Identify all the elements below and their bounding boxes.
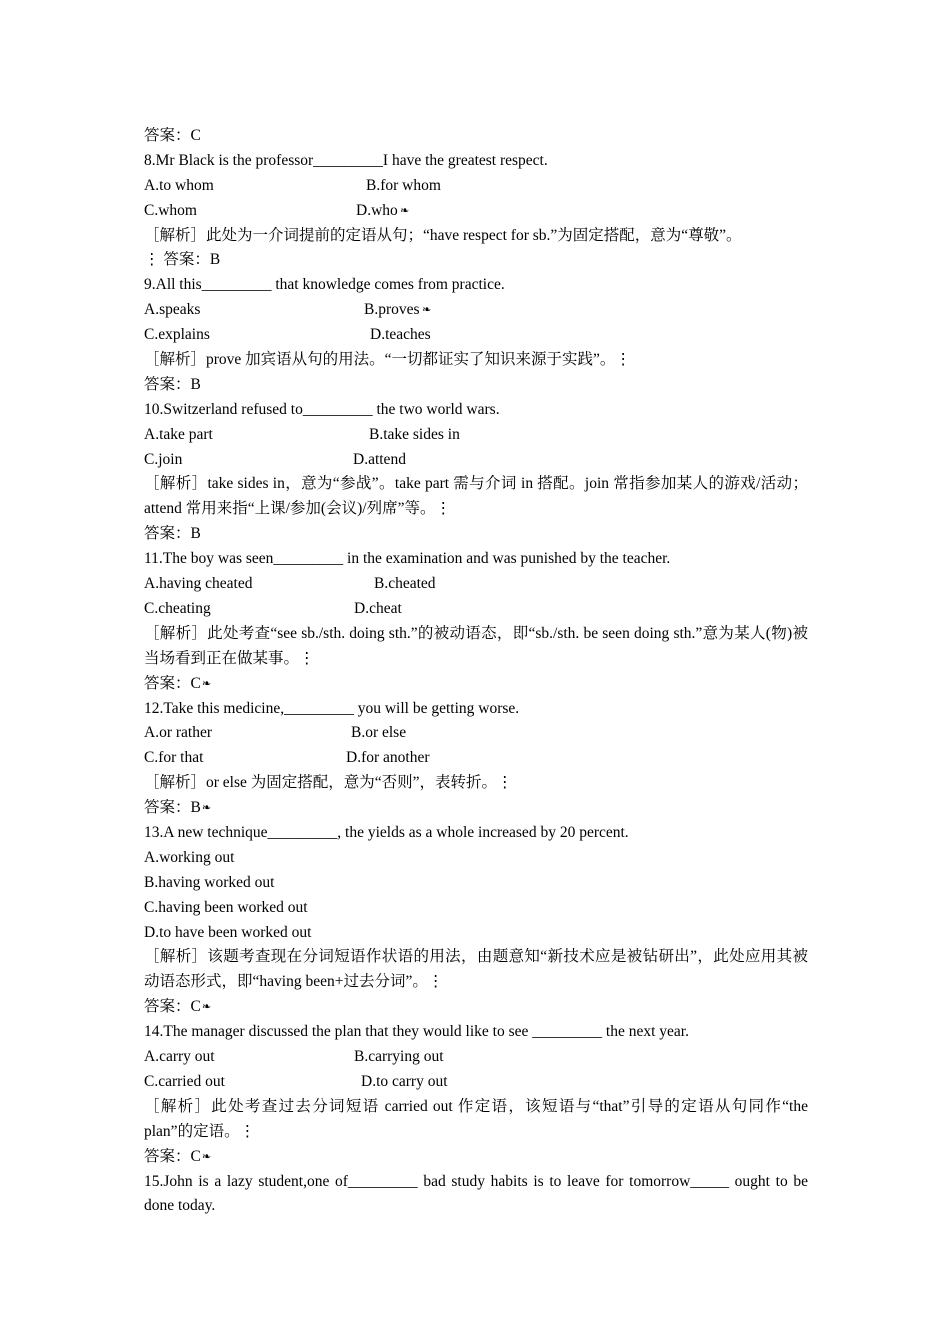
option-left: A.or rather [144, 724, 212, 742]
option-left: C.whom [144, 201, 197, 219]
answer-line [144, 672, 808, 697]
option-row [144, 423, 808, 448]
option-left: A.having cheated [144, 575, 253, 593]
line-text: 15.John is a lazy student,one of_________ bad study habits is to leave for tomorrow_____ ought to be done today. [144, 1172, 808, 1215]
option-row [144, 1045, 808, 1070]
ornament-icon: ❧ [201, 802, 211, 815]
line-text: 答案：B [144, 799, 201, 817]
line-text: ［解析］prove 加宾语从句的用法。“一切都证实了知识来源于实践”。⋮ [144, 351, 631, 369]
answer-line [144, 248, 808, 273]
option-row [144, 174, 808, 199]
option-row [144, 323, 808, 348]
option-right: D.who [356, 201, 398, 219]
line-text: 9.All this_________ that knowledge comes from practice. [144, 276, 505, 294]
line-text: D.to have been worked out [144, 923, 312, 941]
option-row [144, 721, 808, 746]
option-right: B.take sides in [369, 425, 460, 443]
line-text: 答案：C [144, 674, 201, 692]
option-right: B.cheated [374, 575, 436, 593]
analysis-text [144, 1095, 808, 1145]
line-text: 10.Switzerland refused to_________ the two world wars. [144, 400, 500, 418]
option-row [144, 1070, 808, 1095]
question-text [144, 871, 808, 896]
line-text: C.having been worked out [144, 898, 308, 916]
option-row [144, 448, 808, 473]
line-text: ［解析］此处为一介词提前的定语从句；“have respect for sb.”为固定搭配，意为“尊敬”。 [144, 226, 742, 244]
answer-line [144, 522, 808, 547]
option-right: D.for another [346, 749, 430, 767]
question-text [144, 846, 808, 871]
option-right: D.attend [353, 450, 406, 468]
ornament-icon: ❧ [422, 304, 431, 317]
option-right: D.cheat [354, 599, 402, 617]
analysis-text [144, 622, 808, 672]
line-text: 8.Mr Black is the professor_________I have the greatest respect. [144, 151, 548, 169]
option-left: C.join [144, 450, 183, 468]
option-left: C.for that [144, 749, 204, 767]
question-text [144, 398, 808, 423]
option-right: D.teaches [370, 326, 431, 344]
line-text: 13.A new technique_________, the yields as a whole increased by 20 percent. [144, 824, 629, 841]
question-text [144, 273, 808, 298]
question-text [144, 697, 808, 722]
analysis-text [144, 771, 808, 796]
question-text [144, 821, 808, 846]
option-left: C.explains [144, 326, 210, 344]
ornament-icon: ❧ [201, 1001, 211, 1014]
option-left: A.carry out [144, 1048, 215, 1066]
answer-line [144, 1145, 808, 1170]
option-row [144, 199, 808, 224]
line-text: ［解析］该题考查现在分词短语作状语的用法，由题意知“新技术应是被钻研出”，此处应用其被动语态形式，即“having been+过去分词”。⋮ [144, 948, 808, 991]
option-right: D.to carry out [361, 1072, 448, 1090]
question-text [144, 921, 808, 946]
line-text: ［解析］or else 为固定搭配，意为“否则”，表转折。⋮ [144, 774, 513, 792]
line-text: A.working out [144, 848, 235, 866]
line-text: 答案：C [144, 998, 201, 1016]
ornament-icon: ❧ [201, 677, 211, 690]
analysis-text [144, 224, 808, 249]
question-text [144, 1020, 808, 1045]
line-text: 14.The manager discussed the plan that they would like to see _________ the next year. [144, 1023, 689, 1041]
question-text [144, 896, 808, 921]
ornament-icon: ❧ [201, 1150, 211, 1163]
option-left: A.to whom [144, 176, 214, 194]
option-left: A.speaks [144, 301, 201, 319]
analysis-text [144, 348, 808, 373]
ornament-icon: ❧ [400, 204, 409, 217]
option-right: B.proves [364, 301, 420, 319]
answer-line [144, 995, 808, 1020]
line-text: B.having worked out [144, 873, 275, 891]
question-text [144, 1170, 808, 1220]
question-text [144, 149, 808, 174]
line-text: 12.Take this medicine,_________ you will be getting worse. [144, 699, 520, 717]
line-text: 答案：B [144, 525, 201, 543]
line-text: 答案：B [144, 375, 201, 393]
option-right: B.carrying out [354, 1048, 444, 1066]
option-row [144, 298, 808, 323]
line-text: 11.The boy was seen_________ in the examination and was punished by the teacher. [144, 550, 671, 568]
answer-line [144, 796, 808, 821]
line-text: ［解析］take sides in，意为“参战”。take part 需与介词 in 搭配。join 常指参加某人的游戏/活动；attend 常用来指“上课/参加(会议)/列席”等。⋮ [144, 475, 808, 518]
answer-line [144, 124, 808, 149]
line-text: 答案：C [144, 127, 201, 144]
option-right: B.or else [351, 724, 407, 742]
option-right: B.for whom [366, 176, 441, 194]
option-row [144, 597, 808, 622]
line-text: 答案：C [144, 1147, 201, 1165]
analysis-text [144, 472, 808, 522]
option-left: C.cheating [144, 599, 211, 617]
document-body [144, 124, 808, 1219]
line-text: ［解析］此处考查过去分词短语 carried out 作定语，该短语与“that”引导的定语从句同作“the plan”的定语。⋮ [144, 1097, 808, 1140]
option-left: C.carried out [144, 1072, 225, 1090]
answer-line [144, 373, 808, 398]
analysis-text [144, 945, 808, 995]
question-text [144, 547, 808, 572]
option-row [144, 746, 808, 771]
option-left: A.take part [144, 425, 213, 443]
line-text: ⋮ 答案：B [144, 251, 221, 269]
option-row [144, 572, 808, 597]
line-text: ［解析］此处考查“see sb./sth. doing sth.”的被动语态，即“sb./sth. be seen doing sth.”意为某人(物)被当场看到正在做某事。⋮ [144, 624, 808, 667]
